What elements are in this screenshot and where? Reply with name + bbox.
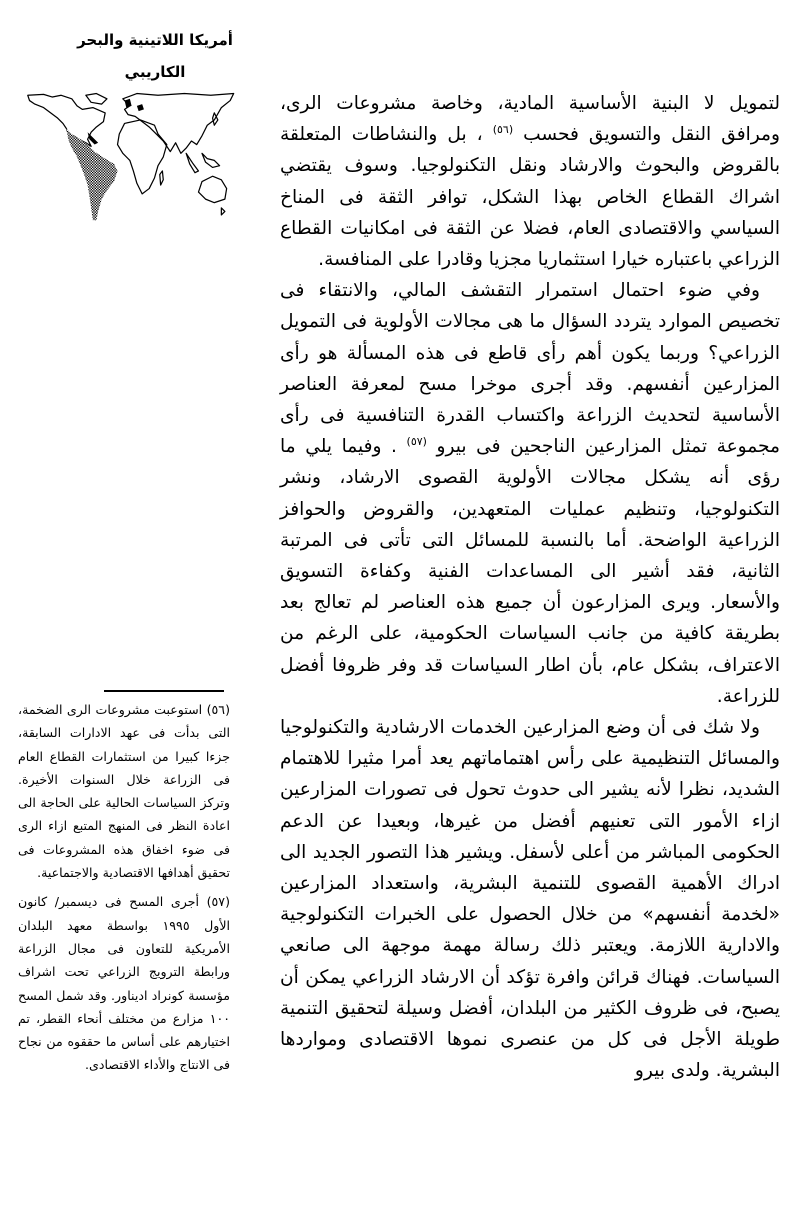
footnote-number: (٥٦) bbox=[206, 702, 230, 717]
paragraph-3 bbox=[280, 712, 780, 1086]
map-caption-line-2: الكاريبي bbox=[124, 63, 186, 81]
footnote-56 bbox=[18, 698, 230, 884]
footnote-57 bbox=[18, 890, 230, 1076]
paragraph-text: وفي ضوء احتمال استمرار التقشف المالي، والانتقاء فى تخصيص الموارد يتردد السؤال ما هى مجالات الأولوية فى التمويل الزراعي؟ وربما يكون أهم رأى قاطع فى هذه المسألة هو رأى المزارعين أنفسهم. وقد أجرى موخرا مسح لمعرفة العناصر الأساسية لتحديث الزراعة واكتساب القدرة التنافسية فى رأى مجموعة تمثل المزارعين الناجحين فى بيرو bbox=[280, 280, 780, 458]
paragraph-2 bbox=[280, 275, 780, 712]
paragraph-text: لتمويل لا البنية الأساسية المادية، وخاصة مشروعات الرى، ومرافق النقل والتسويق فحسب bbox=[280, 93, 780, 146]
footnote-reference-57[interactable]: (٥٧) bbox=[406, 435, 427, 449]
world-map-icon bbox=[26, 90, 246, 222]
footnote-text: استوعبت مشروعات الرى الضخمة، التى بدأت فى عهد الادارات السابقة، جزءا كبيرا من استثمارات القطاع العام فى الزراعة خلال السنوات الأخيرة. وتركز السياسات الحالية على الحاجة الى اعادة النظر فى المنهج المتبع ازاء الرى فى ضوء اخفاق هذه المشروعات فى تحقيق أهدافها الاقتصادية والاجتماعية. bbox=[18, 702, 230, 881]
main-text-column bbox=[280, 88, 780, 1087]
map-caption bbox=[60, 24, 250, 88]
footnotes bbox=[18, 698, 230, 1083]
footnote-reference-56[interactable]: (٥٦) bbox=[492, 123, 514, 137]
footnote-number: (٥٧) bbox=[206, 894, 230, 910]
paragraph-text: ، بل والنشاطات المتعلقة بالقروض والبحوث والارشاد ونقل التكنولوجيا. وسوف يقتضي اشراك القطاع الخاص بهذا الشكل، توافر الثقة فى المناخ السياسي والاقتصادى العام، فضلا عن الثقة فى امكانيات القطاع الزراعي باعتباره خيارا استثماريا مجزيا وقادرا على المنافسة. bbox=[280, 124, 780, 271]
paragraph-1 bbox=[280, 88, 780, 275]
sidebar-column bbox=[0, 0, 255, 1232]
footnote-text: أجرى المسح فى ديسمبر/ كانون الأول ١٩٩٥ بواسطة معهد البلدان الأمريكية للتعاون فى مجال الزراعة ورابطة الترويج الزراعي تحت اشراف مؤسسة كونراد اديناور. وقد شمل المسح ١٠٠ مزارع من مختلف أنحاء القطر، تم اختيارهم على أساس ما حققوه من نجاح فى الانتاج والأداء الاقتصادى. bbox=[18, 894, 230, 1073]
map-caption-line-1: أمريكا اللاتينية والبحر bbox=[77, 31, 233, 49]
footnote-separator bbox=[104, 690, 224, 692]
paragraph-text: . وفيما يلي ما رؤى أنه يشكل مجالات الأولوية القصوى الارشاد، ونشر التكنولوجيا، وتنظيم عمليات المتعهدين، والقروض والحوافز الزراعية الواضحة. أما بالنسبة للمسائل التى تأتى فى المرتبة الثانية، فقد أشير الى المساعدات الفنية وكفاءة التسويق والأسعار. ويرى المزارعون أن جميع هذه العناصر لم تعالج بعد بطريقة كافية من جانب السياسات الحكومية، على الرغم من الاعتراف، بشكل عام، بأن اطار السياسات قد وفر ظروفا أفضل للزراعة. bbox=[280, 436, 780, 707]
paragraph-text: ولا شك فى أن وضع المزارعين الخدمات الارشادية والتكنولوجيا والمسائل التنظيمية على رأس اهتماماتهم يعد أمرا مثيرا للاهتمام الشديد، نظرا لأنه يشير الى حدوث تحول فى تصورات المزارعين ازاء الأمور التى تعنيهم أفضل من غيرها، وبعيدا عن الدعم الحكومى المباشر من أعلى لأسفل. ويشير هذا التصور الجديد الى ادراك الأهمية القصوى للتنمية البشرية، واستعداد المزارعين «لخدمة أنفسهم» من خلال الحصول على الخبرات التكنولوجية والادارية اللازمة. ويعتبر ذلك رسالة مهمة موجهة الى صانعي السياسات. فهناك قرائن وافرة تؤكد أن الارشاد الزراعي يمكن أن يصبح، فى ظروف الكثير من البلدان، أفضل وسيلة لتحقيق التنمية طويلة الأجل فى كل من عنصرى نموها الاقتصادى ومواردها البشرية. ولدى بيرو bbox=[280, 717, 780, 1082]
